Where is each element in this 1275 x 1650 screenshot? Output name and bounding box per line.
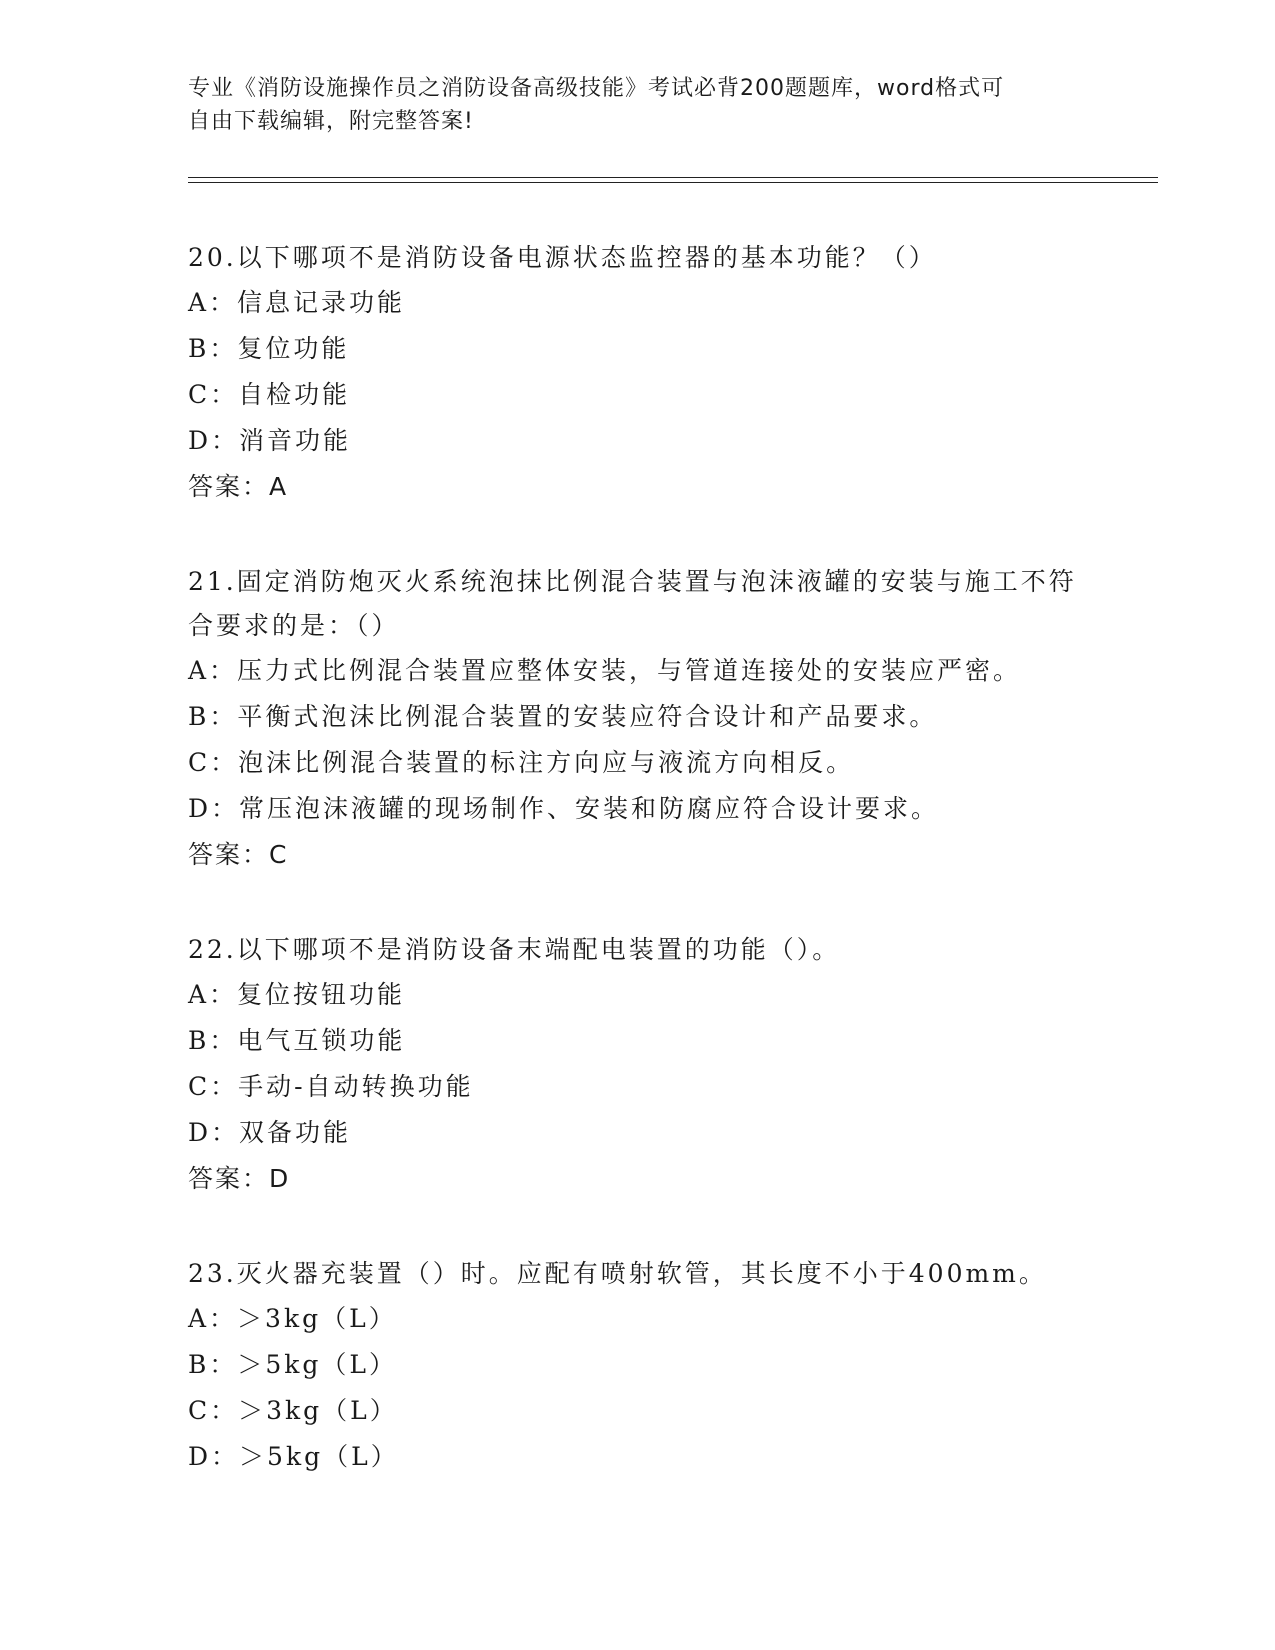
- option-b: B：平衡式泡沫比例混合装置的安装应符合设计和产品要求。: [188, 702, 938, 731]
- option-a: A：＞3kg（L）: [188, 1304, 397, 1333]
- option-b: B：电气互锁功能: [188, 1026, 406, 1055]
- answer-line: [188, 464, 1188, 510]
- question-stem: 21.固定消防炮灭火系统泡抹比例混合装置与泡沫液罐的安装与施工不符合要求的是：（）: [188, 567, 1077, 640]
- question-list: [188, 236, 1188, 1530]
- answer-label: 答案：: [188, 840, 270, 869]
- question-stem: 23.灭火器充装置（）时。应配有喷射软管，其长度不小于400mm。: [188, 1259, 1047, 1288]
- option-d: D：常压泡沫液罐的现场制作、安装和防腐应符合设计要求。: [188, 794, 940, 823]
- answer-label: 答案：: [188, 1164, 270, 1193]
- option-c: C：＞3kg（L）: [188, 1396, 398, 1425]
- option-c: C：自检功能: [188, 380, 351, 409]
- question-20: [188, 236, 1188, 510]
- question-22: [188, 928, 1188, 1202]
- header-divider-bottom: [188, 182, 1158, 183]
- answer-value: C: [269, 840, 288, 869]
- option-b: B：复位功能: [188, 334, 350, 363]
- question-stem: 20.以下哪项不是消防设备电源状态监控器的基本功能？（）: [188, 243, 937, 272]
- header-line-2: 自由下载编辑，附完整答案!: [188, 109, 474, 134]
- option-c: C：泡沫比例混合装置的标注方向应与液流方向相反。: [188, 748, 855, 777]
- option-c: C：手动-自动转换功能: [188, 1072, 474, 1101]
- option-d: D：消音功能: [188, 426, 352, 455]
- document-header: [188, 72, 1068, 138]
- option-a: A：信息记录功能: [188, 288, 406, 317]
- answer-line: [188, 832, 1188, 878]
- option-a: A：复位按钮功能: [188, 980, 406, 1009]
- header-line-1: 专业《消防设施操作员之消防设备高级技能》考试必背200题题库，word格式可: [188, 76, 1005, 101]
- answer-label: 答案：: [188, 472, 270, 501]
- option-a: A：压力式比例混合装置应整体安装，与管道连接处的安装应严密。: [188, 656, 1022, 685]
- answer-line: [188, 1156, 1188, 1202]
- option-d: D：＞5kg（L）: [188, 1442, 399, 1471]
- option-d: D：双备功能: [188, 1118, 352, 1147]
- answer-value: D: [269, 1164, 290, 1193]
- question-23: [188, 1252, 1188, 1480]
- answer-value: A: [269, 472, 288, 501]
- question-21: [188, 560, 1188, 878]
- question-stem: 22.以下哪项不是消防设备末端配电装置的功能（）。: [188, 935, 841, 964]
- option-b: B：＞5kg（L）: [188, 1350, 398, 1379]
- header-divider-top: [188, 177, 1158, 178]
